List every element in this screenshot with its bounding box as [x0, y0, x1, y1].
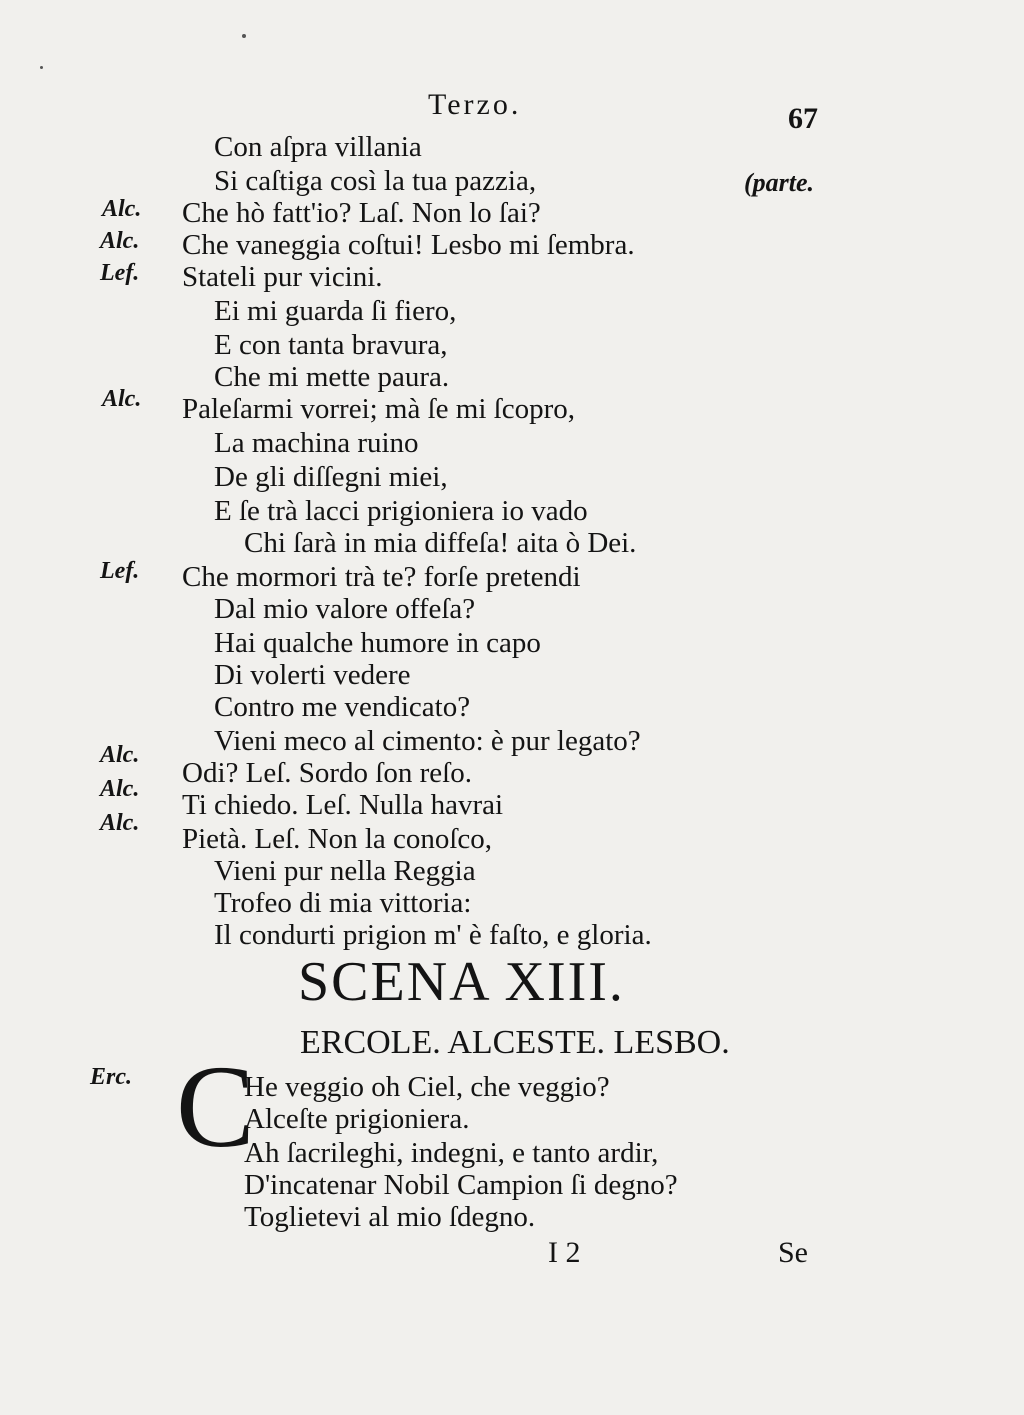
verse-line: Trofeo di mia vittoria: — [214, 887, 472, 919]
speaker-label: Alc. — [100, 776, 140, 802]
verse-line: Con aſpra villania — [214, 131, 422, 163]
speaker-label: Lef. — [100, 260, 140, 286]
verse-line: Stateli pur vicini. — [182, 261, 383, 293]
verse-line: Che hò fatt'io? Laſ. Non lo ſai? — [182, 197, 541, 229]
ink-speck — [242, 34, 246, 38]
verse-line: Di volerti vedere — [214, 659, 411, 691]
verse-line: Si caſtiga così la tua pazzia, — [214, 165, 537, 197]
verse-line: Paleſarmi vorrei; mà ſe mi ſcopro, — [182, 393, 575, 425]
speaker-label: Alc. — [102, 196, 142, 222]
running-header: Terzo. — [428, 88, 522, 121]
verse-line: Pietà. Leſ. Non la conoſco, — [182, 823, 493, 855]
verse-line: E ſe trà lacci prigioniera io vado — [214, 495, 588, 527]
verse-line: Che mi mette paura. — [214, 361, 450, 393]
speaker-label: Lef. — [100, 558, 140, 584]
verse-line: Che vaneggia coſtui! Lesbo mi ſembra. — [182, 229, 635, 261]
verse-line: Dal mio valore offeſa? — [214, 593, 476, 625]
verse-line: Ti chiedo. Leſ. Nulla havrai — [182, 789, 504, 821]
speaker-label: Alc. — [100, 228, 140, 254]
speaker-label: Alc. — [100, 810, 140, 836]
verse-line: Ah ſacrileghi, indegni, e tanto ardir, — [244, 1137, 659, 1169]
verse-line: Che mormori trà te? forſe pretendi — [182, 561, 581, 593]
verse-line: Vieni meco al cimento: è pur legato? — [214, 725, 641, 757]
verse-line: Contro me vendicato? — [214, 691, 471, 723]
verse-line: La machina ruino — [214, 427, 419, 459]
drop-cap: C — [176, 1041, 255, 1172]
speaker-label: Alc. — [102, 386, 142, 412]
signature-mark: I 2 — [548, 1236, 581, 1269]
turn-over-note: (parte. — [744, 168, 815, 197]
verse-line: Hai qualche humore in capo — [214, 627, 541, 659]
verse-line: Toglietevi al mio ſdegno. — [244, 1201, 536, 1233]
verse-line: Alceſte prigioniera. — [244, 1103, 470, 1135]
ink-speck — [40, 66, 43, 69]
page-number: 67 — [788, 102, 818, 135]
verse-line: He veggio oh Ciel, che veggio? — [244, 1071, 610, 1103]
verse-line: D'incatenar Nobil Campion ſi degno? — [244, 1169, 678, 1201]
speaker-label: Alc. — [100, 742, 140, 768]
verse-line: Chi ſarà in mia diffeſa! aita ò Dei. — [244, 527, 637, 559]
verse-line: Ei mi guarda ſi fiero, — [214, 295, 457, 327]
speaker-label: Erc. — [90, 1064, 132, 1090]
verse-line: Vieni pur nella Reggia — [214, 855, 476, 887]
verse-line: De gli diſſegni miei, — [214, 461, 448, 493]
verse-line: E con tanta bravura, — [214, 329, 448, 361]
scene-characters: ERCOLE. ALCESTE. LESBO. — [300, 1024, 730, 1061]
scene-title: SCENA XIII. — [298, 951, 625, 1013]
verse-line: Il condurti prigion m' è faſto, e gloria. — [214, 919, 652, 951]
catchword: Se — [778, 1236, 808, 1269]
verse-line: Odi? Leſ. Sordo ſon reſo. — [182, 757, 472, 789]
